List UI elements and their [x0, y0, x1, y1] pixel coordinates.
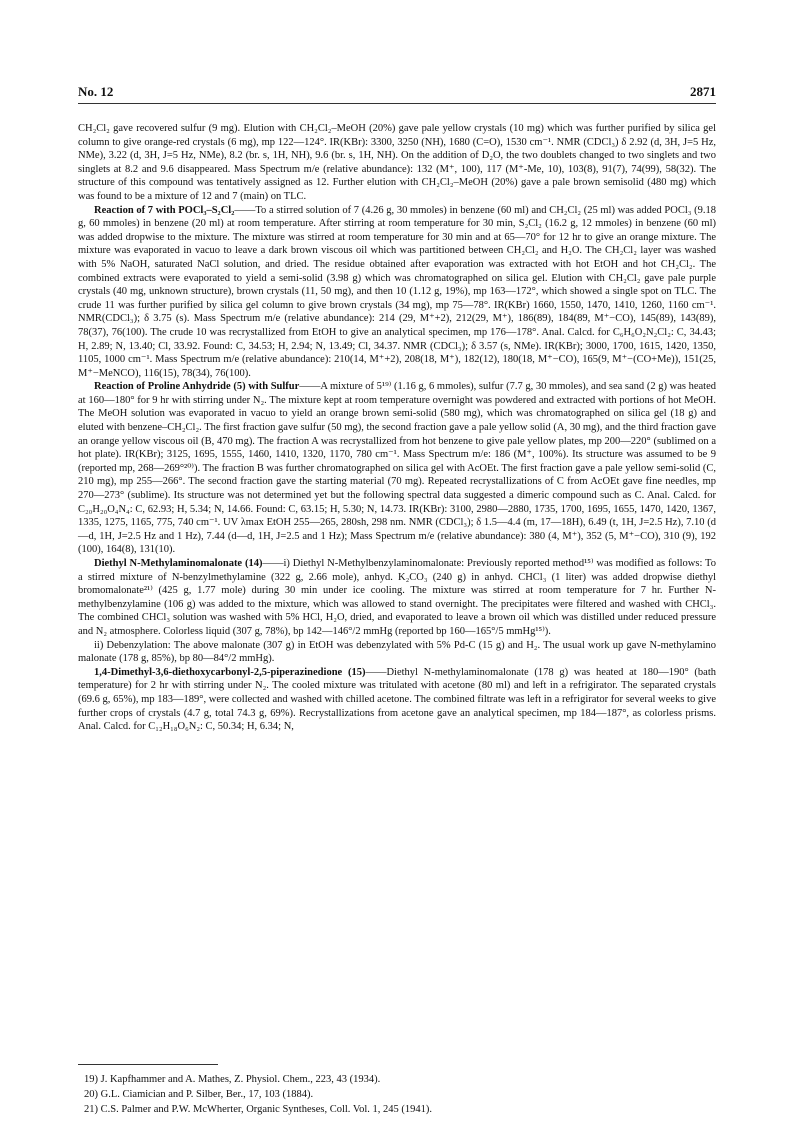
footnote-rule [78, 1064, 218, 1065]
paragraph-text: ——Diethyl N-methylaminomalonate (178 g) was heated at 180—190° (bath temperature) for 2 hr with stirring under N₂. The cooled mixture was tritulated with acetone (80 ml) and left in a refrigirator. The separated crystals (69.6 g, 65%), mp 183—189°, were collected and washed with chilled acetone. The combined filtrate was left in a refrigirator for several weeks to give further crops of crystals (4.7 g, total 74.3 g, 69%). Recrystallizations from acetone gave an analytical specimen, mp 184—187°, as colorless prisms. Anal. Calcd. for C₁₂H₁₈O₆N₂: C, 50.34; H, 6.34; N, [78, 666, 716, 733]
article-body [78, 122, 716, 734]
footnote-20: 20) G.L. Ciamician and P. Silber, Ber., 17, 103 (1884). [84, 1089, 314, 1100]
paragraph-text: ——To a stirred solution of 7 (4.26 g, 30 mmoles) in benzene (60 ml) and CH₂Cl₂ (25 ml) was added POCl₃ (9.18 g, 60 mmoles) in benzene (20 ml) at room temperature. After stirring at room temperature for 30 min, S₂Cl₂ (16.2 g, 12 mmoles) in benzene (60 ml) was added dropwise to the mixture. The mixture was stirred at room temperature for 30 min and at 65—70° for 12 hr to give an orange mixture. The mixture was evaporated in vacuo to leave a dark brown viscous oil which was partitioned between CH₂Cl₂ and H₂O. The CH₂Cl₂ layer was washed with 5% NaOH, saturated NaCl solution, and dried. The residue obtained after evaporation was extracted with hot EtOH and hot CH₂Cl₂. The combined extracts were evaporated to yield a semi-solid (3.98 g) which was chromatographed on silica gel. Elution with CH₂Cl₂ gave pale purple crystals (40 mg, unknown structure), brown crystals (11, 50 mg), and then 10 (1.12 g, 19%), mp 163—172°, which showed a single spot on TLC. The crude 11 was further purified by silica gel column to give brown crystals (34 mg), mp 75—78°. IR(KBr) 1660, 1550, 1470, 1410, 1260, 1160 cm⁻¹. NMR(CDCl₃); δ 3.75 (s). Mass Spectrum m/e (relative abundance): 214 (29, M⁺+2), 212(29, M⁺), 186(89), 184(89, M⁺−CO), 145(89), 143(89), 78(37), 76(100). The crude 10 was recrystallized from EtOH to give an analytical specimen, mp 176—178°. Anal. Calcd. for C₆H₆O₂N₂Cl₂: C, 34.43; H, 2.89; N, 13.40; Cl, 33.92. Found: C, 34.53; H, 2.94; N, 13.49; Cl, 34.37. NMR (CDCl₃); δ 3.57 (s, NMe). IR(KBr); 3000, 1700, 1615, 1420, 1350, 1105, 1000 cm⁻¹. Mass Spectrum m/e (relative abundance): 210(14, M⁺+2), 208(18, M⁺), 182(12), 180(18, M⁺−CO), 165(9, M⁺−(CO+Me)), 151(25, M⁺−MeNCO), 116(15), 78(34), 76(100). [78, 204, 716, 379]
paragraph-text: ——A mixture of 5¹⁹⁾ (1.16 g, 6 mmoles), sulfur (7.7 g, 30 mmoles), and sea sand (2 g) was heated at 160—180° for 9 hr with stirring under N₂. The mixture kept at room temperature overnight was powdered and extracted with portions of hot MeOH. The MeOH solution was evaporated in vacuo to yield an orange brown semi-solid (580 mg), which was chromatographed on silica gel (18 g) and eluted with benzene–CH₂Cl₂. The first fraction gave sulfur (50 mg), the second fraction gave a pale yellow solid (A, 30 mg), and the third fraction gave an orange yellow viscous oil (B, 470 mg). The fraction A was recrystallized from hot benzene to give pale yellow plates, mp 200—220° (sublimed on a hot plate). IR(KBr); 3125, 1695, 1555, 1460, 1410, 1320, 1170, 780 cm⁻¹. Mass Spectrum m/e: 186 (M⁺, 100%). Its structure was assumed to be 9 (reported mp, 268—269°²⁰⁾). The fraction B was further chromatographed on silica gel with AcOEt. The first fraction gave a pale yellow semi-solid (C, 210 mg), mp 255—266°. The second fraction gave the starting material (70 mg). Repeated recrystallizations of C from AcOEt gave fine needles, mp 270—273° (sublime). Its structure was not determined yet but the following spectral data suggested a dimeric compound such as C. Anal. Calcd. for C₂₀H₂₀O₄N₄: C, 62.93; H, 5.34; N, 14.66. Found: C, 63.15; H, 5.30; N, 14.73. IR(KBr): 3100, 2980—2880, 1735, 1700, 1695, 1655, 1470, 1420, 1367, 1335, 1275, 1165, 775, 740 cm⁻¹. UV λmax EtOH 255—265, 280sh, 298 nm. NMR (CDCl₃); δ 1.5—4.4 (m, 17—18H), 6.49 (t, 1H, J=2.5 Hz), 7.10 (d—d, 1H, J=2.5 Hz and 1 Hz), 7.44 (d—d, 1H, J=2.5 and 1 Hz); Mass Spectrum m/e (relative abundance): 380 (4, M⁺), 352 (5, M⁺−CO), 310 (9), 192 (100), 164(8), 131(10). [78, 381, 716, 556]
footnote-19: 19) J. Kapfhammer and A. Mathes, Z. Physiol. Chem., 223, 43 (1934). [84, 1074, 381, 1085]
footnote-21: 21) C.S. Palmer and P.W. McWherter, Organic Syntheses, Coll. Vol. 1, 245 (1941). [84, 1104, 432, 1115]
paragraph-proline-anhydride [78, 380, 716, 557]
section-heading: Diethyl N-Methylaminomalonate (14) [94, 558, 263, 569]
paragraph-text: ——i) Diethyl N-Methylbenzylaminomalonate: Previously reported method¹⁵⁾ was modified as follows: To a stirred mixture of N-benzylmethylamine (322 g, 2.66 mole), anhyd. K₂CO₃ (240 g) in anhyd. CHCl₃ (1 liter) was added dropwise diethyl bromomalonate²¹⁾ (425 g, 1.77 mole) during 30 min under ice cooling. The mixture was stirred at room temperature for 7 hr. Further N-methylbenzylamine (106 g) was added to the mixture, which was allowed to stand overnight. The precipitates were filtered and washed with CHCl₃. The combined CHCl₃ solution was washed with 5% HCl, H₂O, dried, and evaporated to leave a brown oil which was distilled under reduced pressure and N₂ atmosphere. Colorless liquid (307 g, 78%), bp 142—146°/2 mmHg (reported bp 160—165°/5 mmHg¹⁵⁾). [78, 558, 716, 637]
paragraph-debenzylation: ii) Debenzylation: The above malonate (307 g) in EtOH was debenzylated with 5% Pd-C (15 g) and H₂. The usual work up gave N-methylamino malonate (178 g, 85%), bp 80—84°/2 mmHg). [78, 639, 716, 665]
paragraph-reaction-7-pocl3 [78, 204, 716, 381]
section-heading: 1,4-Dimethyl-3,6-diethoxycarbonyl-2,5-piperazinedione (15) [94, 666, 366, 678]
paragraph-continued: CH₂Cl₂ gave recovered sulfur (9 mg). Elution with CH₂Cl₂–MeOH (20%) gave pale yellow crystals (10 mg) which was further purified by silica gel column to give orange-red crystals (6 mg), mp 122—124°. IR(KBr): 3300, 3250 (NH), 1680 (C=O), 1530 cm⁻¹. NMR (CDCl₃) δ 2.92 (d, 3H, J=5 Hz, NMe), 3.22 (d, 3H, J=5 Hz, NMe), 8.2 (br. s, 1H, NH), 9.6 (br. s, 1H, NH). On the addition of D₂O, the two doublets changed to two singlets and two singlets at 8.2 and 9.6 disappeared. Mass Spectrum m/e (relative abundance): 132 (M⁺, 100), 117 (M⁺-Me, 10), 103(8), 91(7), 74(99), 58(32). The structure of this compound was tentatively assigned as 12. Further elution with CH₂Cl₂–MeOH (20%) gave a pale brown semisolid (480 mg) which was found to be a mixture of 12 and 7 (main) on TLC. [78, 123, 716, 202]
paragraph-piperazinedione [78, 666, 716, 734]
paragraph-diethyl-malonate [78, 557, 716, 639]
footnotes [78, 1072, 716, 1117]
issue-number: No. 12 [78, 84, 114, 99]
section-heading: Reaction of 7 with POCl₃–S₂Cl₂ [94, 204, 235, 216]
page-number: 2871 [690, 84, 716, 99]
section-heading: Reaction of Proline Anhydride (5) with Sulfur [94, 381, 300, 393]
header-rule [78, 103, 716, 104]
